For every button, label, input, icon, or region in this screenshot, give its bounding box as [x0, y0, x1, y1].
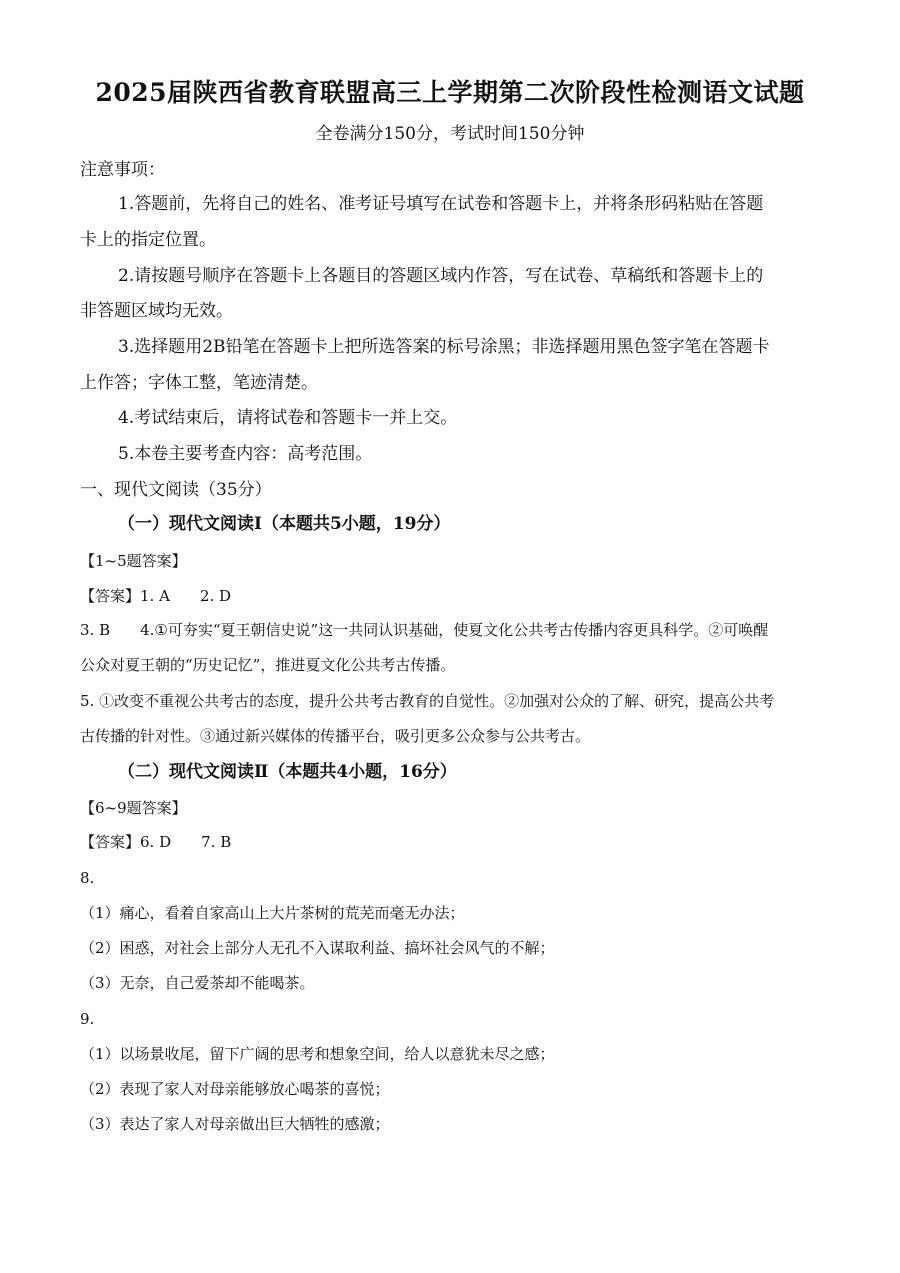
answer-7: 7. B [201, 833, 232, 851]
answer-line [80, 623, 768, 638]
answer-item: （2）困惑，对社会上部分人无孔不入谋取利益、搞坏社会风气的不解； [80, 939, 555, 957]
part-heading: （一）现代文阅读Ⅰ（本题共5小题，19分） [118, 514, 451, 534]
answer-3: 3. B [80, 621, 111, 639]
notice-heading: 注意事项： [80, 160, 165, 180]
answer-item: （1）痛心，看着自家高山上大片茶树的荒芜而毫无办法； [80, 904, 465, 922]
question-number: 9. [80, 1010, 95, 1028]
notice-line: 上作答；字体工整，笔迹清楚。 [80, 373, 318, 393]
answer-item: （1）以场景收尾，留下广阔的思考和想象空间，给人以意犹未尽之感； [80, 1045, 555, 1063]
answer-label: 【答案】 [80, 833, 141, 851]
answer-item: （2）表现了家人对母亲能够放心喝茶的喜悦； [80, 1080, 390, 1098]
answer-2: 2. D [199, 587, 232, 605]
answer-5-cont: 古传播的针对性。③通过新兴媒体的传播平台，吸引更多公众参与公共考古。 [80, 727, 591, 745]
answers-tag: 【1~5题答案】 [80, 552, 187, 570]
answer-line [80, 835, 231, 850]
exam-info: 全卷满分150分，考试时间150分钟 [315, 124, 585, 144]
answer-label: 【答案】 [80, 587, 141, 605]
notice-line: 非答题区域均无效。 [80, 301, 233, 321]
answer-4-cont: 公众对夏王朝的“历史记忆”，推进夏文化公共考古传播。 [80, 656, 456, 674]
answer-1: 1. A [140, 587, 170, 605]
notice-line: 卡上的指定位置。 [80, 230, 216, 250]
answer-6: 6. D [140, 833, 172, 851]
part-heading: （二）现代文阅读Ⅱ（本题共4小题，16分） [118, 762, 457, 782]
notice-line: 3.选择题用2B铅笔在答题卡上把所选答案的标号涂黑；非选择题用黑色签字笔在答题卡 [118, 337, 770, 357]
answer-item: （3）无奈，自己爱茶却不能喝茶。 [80, 974, 315, 992]
answer-5: 5. ①改变不重视公共考古的态度，提升公共考古教育的自觉性。②加强对公众的了解、研究，提高公共考 [80, 692, 775, 710]
section-heading: 一、现代文阅读（35分） [80, 480, 272, 500]
answer-4: 4.①可夯实“夏王朝信史说”这一共同认识基础，使夏文化公共考古传播内容更具科学。②可唤醒 [140, 621, 769, 639]
notice-line: 4.考试结束后，请将试卷和答题卡一并上交。 [118, 408, 458, 428]
answers-tag: 【6~9题答案】 [80, 799, 187, 817]
notice-line: 2.请按题号顺序在答题卡上各题目的答题区域内作答，写在试卷、草稿纸和答题卡上的 [118, 266, 764, 286]
answer-line [80, 589, 231, 604]
page-title: 2025届陕西省教育联盟高三上学期第二次阶段性检测语文试题 [95, 78, 805, 107]
answer-item: （3）表达了家人对母亲做出巨大牺牲的感激； [80, 1115, 390, 1133]
notice-line: 5.本卷主要考查内容：高考范围。 [118, 444, 373, 464]
question-number: 8. [80, 869, 95, 887]
notice-line: 1.答题前，先将自己的姓名、准考证号填写在试卷和答题卡上，并将条形码粘贴在答题 [118, 194, 764, 214]
